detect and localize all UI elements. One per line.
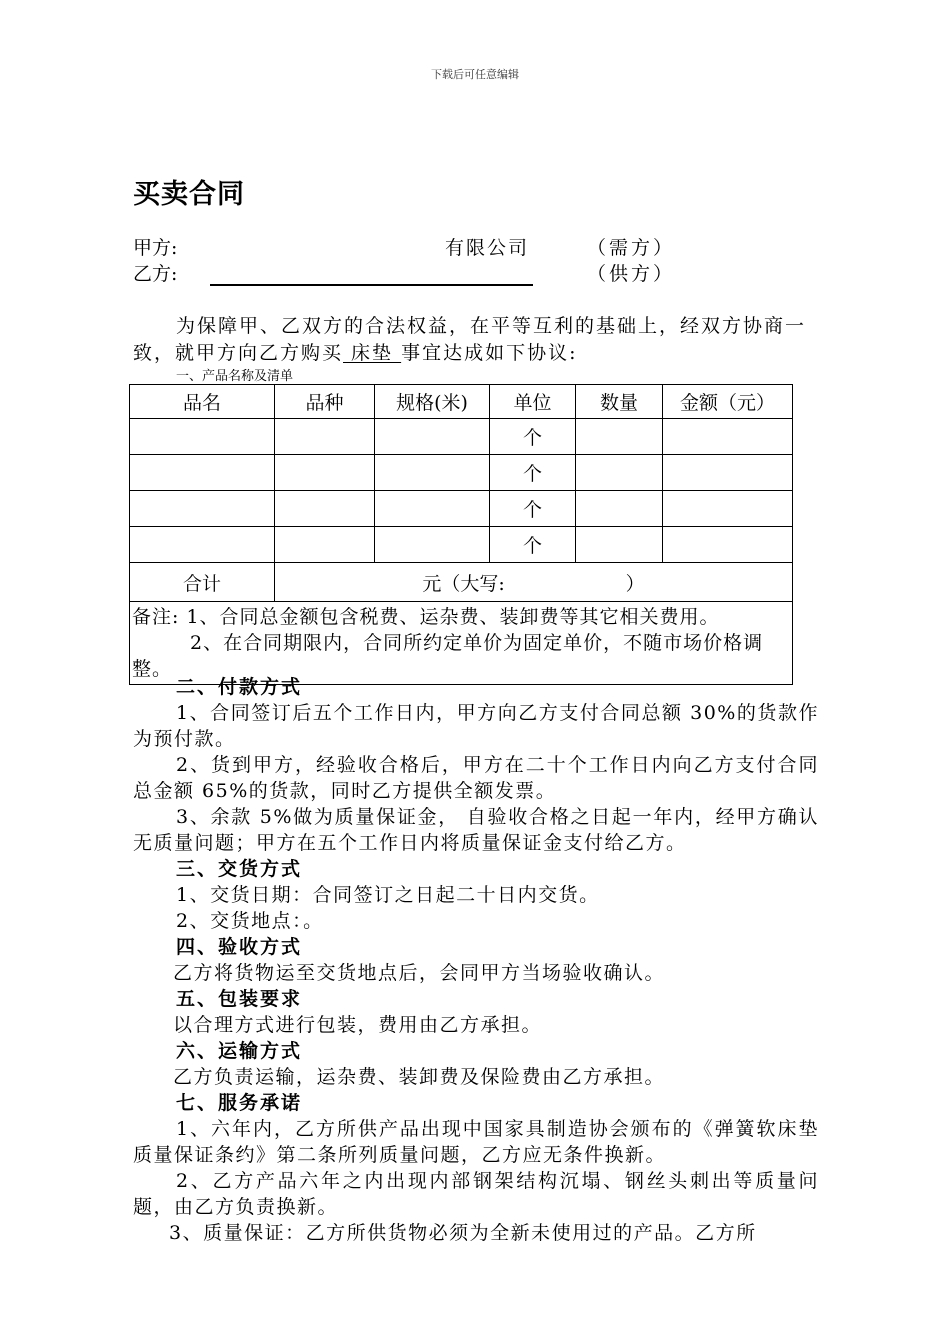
- table-cell: [663, 419, 793, 455]
- paragraph: 3、质量保证：乙方所供货物必须为全新未使用过的产品。乙方所: [169, 1222, 757, 1244]
- section-heading: 三、交货方式: [176, 858, 303, 880]
- unit-cell: 个: [490, 491, 576, 527]
- party-b-blank: [210, 284, 533, 286]
- unit-cell: 个: [490, 419, 576, 455]
- col-header: 品种: [275, 385, 375, 419]
- paragraph: 1、合同签订后五个工作日内，甲方向乙方支付合同总额 30%的货款作为预付款。: [133, 702, 819, 750]
- col-header: 单位: [490, 385, 576, 419]
- total-row: [130, 563, 793, 602]
- section-heading: 七、服务承诺: [176, 1092, 303, 1114]
- table-cell: [275, 455, 375, 491]
- paragraph: 1、六年内，乙方所供产品出现中国家具制造协会颁布的《弹簧软床垫质量保证条约》第二条所列质量问题，乙方应无条件换新。: [133, 1118, 819, 1166]
- table-cell: [663, 491, 793, 527]
- section-heading: 六、运输方式: [176, 1040, 303, 1062]
- page-title: 买卖合同: [133, 179, 245, 210]
- table-cell: [663, 455, 793, 491]
- col-header: 规格(米): [375, 385, 490, 419]
- table-cell: [576, 527, 663, 563]
- total-value: 元（大写: ）: [275, 563, 793, 602]
- section-heading: 二、付款方式: [176, 676, 303, 698]
- table-cell: [130, 455, 275, 491]
- party-a-role: （需方）: [587, 237, 676, 259]
- party-a-company: 有限公司: [445, 237, 530, 259]
- col-header: 金额（元）: [663, 385, 793, 419]
- intro-product: 床垫: [343, 342, 402, 364]
- paragraph: 以合理方式进行包装，费用由乙方承担。: [173, 1014, 543, 1036]
- table-row: [130, 491, 793, 527]
- paragraph: 1、交货日期：合同签订之日起二十日内交货。: [176, 884, 600, 906]
- table-row: [130, 419, 793, 455]
- col-header: 数量: [576, 385, 663, 419]
- table-cell: [275, 527, 375, 563]
- party-b-role: （供方）: [587, 263, 676, 285]
- table-header-row: [130, 385, 793, 419]
- unit-cell: 个: [490, 527, 576, 563]
- contract-body: [133, 674, 819, 1246]
- paragraph: 乙方负责运输，运杂费、装卸费及保险费由乙方承担。: [173, 1066, 666, 1088]
- intro-after: 事宜达成如下协议:: [401, 342, 578, 364]
- remark-cell: [130, 602, 793, 685]
- party-b-label: 乙方:: [133, 263, 178, 285]
- paragraph: 2、乙方产品六年之内出现内部钢架结构沉塌、钢丝头刺出等质量问题，由乙方负责换新。: [133, 1170, 819, 1218]
- table-cell: [275, 419, 375, 455]
- paragraph: 2、货到甲方，经验收合格后，甲方在二十个工作日内向乙方支付合同总金额 65%的货款，同时乙方提供全额发票。: [133, 754, 819, 802]
- paragraph: 2、交货地点：。: [176, 910, 324, 932]
- table-cell: [375, 491, 490, 527]
- table-cell: [375, 419, 490, 455]
- table-cell: [576, 491, 663, 527]
- col-header: 品名: [130, 385, 275, 419]
- product-table: [129, 384, 793, 685]
- section1-title: 一、产品名称及清单: [176, 369, 294, 384]
- table-row: [130, 455, 793, 491]
- table-cell: [275, 491, 375, 527]
- section-heading: 五、包装要求: [176, 988, 303, 1010]
- party-a-label: 甲方:: [133, 237, 178, 259]
- intro-paragraph: [133, 313, 819, 367]
- table-cell: [130, 491, 275, 527]
- remark-2: 2、在合同期限内，合同所约定单价为固定单价，不随市场价格调整。: [132, 632, 764, 680]
- table-cell: [576, 419, 663, 455]
- section-heading: 四、验收方式: [176, 936, 303, 958]
- intro-before: 为保障甲、乙双方的合法权益，在平等互利的基础上，经双方协商一致，就甲方向乙方购买: [133, 315, 807, 364]
- table-cell: [130, 419, 275, 455]
- table-cell: [130, 527, 275, 563]
- table-cell: [375, 527, 490, 563]
- table-cell: [663, 527, 793, 563]
- paragraph: 乙方将货物运至交货地点后，会同甲方当场验收确认。: [173, 962, 666, 984]
- table-cell: [576, 455, 663, 491]
- remark-1: 备注: 1、合同总金额包含税费、运杂费、装卸费等其它相关费用。: [132, 606, 720, 628]
- total-label: 合计: [130, 563, 275, 602]
- table-cell: [375, 455, 490, 491]
- header-note: 下载后可任意编辑: [431, 68, 519, 81]
- unit-cell: 个: [490, 455, 576, 491]
- table-row: [130, 527, 793, 563]
- paragraph: 3、余款 5%做为质量保证金， 自验收合格之日起一年内，经甲方确认无质量问题；甲方在五个工作日内将质量保证金支付给乙方。: [133, 806, 819, 854]
- remark-row: [130, 602, 793, 685]
